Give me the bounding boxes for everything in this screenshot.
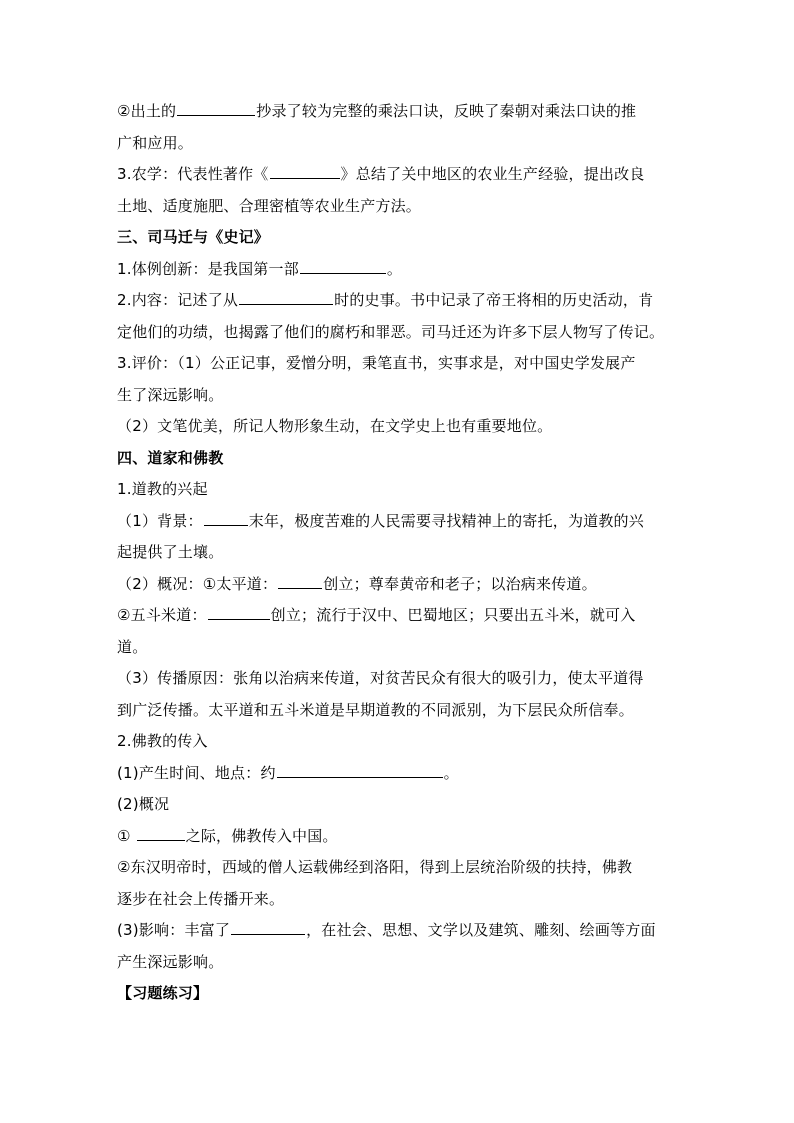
- fill-blank[interactable]: [137, 825, 185, 841]
- text-line: 到广泛传播。太平道和五斗米道是早期道教的不同派别，为下层民众所信奉。: [117, 700, 634, 719]
- text-line: （2）概况：①太平道： 创立；尊奉黄帝和老子；以治病来传道。: [117, 574, 597, 593]
- text-line: 1.体例创新：是我国第一部 。: [117, 259, 403, 278]
- text-line: 广和应用。: [117, 133, 194, 152]
- text-line: （2）文笔优美，所记人物形象生动，在文学史上也有重要地位。: [117, 417, 553, 435]
- text-line: 生了深远影响。: [117, 385, 224, 404]
- text-line: 3.评价：（1）公正记事，爱憎分明，秉笔直书，实事求是，对中国史学发展产: [117, 354, 636, 372]
- text-line: 道。: [117, 637, 148, 656]
- fill-blank[interactable]: [239, 289, 333, 305]
- section-heading: 三、司马迁与《史记》: [117, 228, 270, 246]
- text-line: 产生深远影响。: [117, 952, 224, 971]
- fill-blank[interactable]: [204, 510, 248, 526]
- text-line: 土地、适度施肥、合理密植等农业生产方法。: [117, 196, 422, 215]
- fill-blank[interactable]: [231, 919, 305, 935]
- text-line: ②东汉明帝时，西域的僧人运载佛经到洛阳，得到上层统治阶级的扶持，佛教: [117, 858, 633, 876]
- text-line: ②出土的 抄录了较为完整的乘法口诀，反映了秦朝对乘法口诀的推: [117, 102, 637, 120]
- text-line: 起提供了土壤。: [117, 543, 224, 561]
- text-line: 定他们的功绩，也揭露了他们的腐朽和罪恶。司马迁还为许多下层人物写了传记。: [117, 322, 665, 341]
- text-line: （3）传播原因：张角以治病来传道，对贫苦民众有很大的吸引力，使太平道得: [117, 669, 644, 687]
- section-heading: 四、道家和佛教: [117, 448, 224, 467]
- fill-blank[interactable]: [177, 100, 255, 116]
- document-body: [117, 96, 677, 1010]
- fill-blank[interactable]: [278, 573, 322, 589]
- text-line: 2.内容：记述了从 时的史事。书中记录了帝王将相的历史活动，肯: [117, 291, 654, 309]
- text-line: ① 之际，佛教传入中国。: [117, 826, 338, 845]
- text-line: 2.佛教的传入: [117, 732, 208, 750]
- text-line: 1.道教的兴起: [117, 480, 208, 498]
- text-line: 3.农学：代表性著作《 》总结了关中地区的农业生产经验，提出改良: [117, 165, 645, 183]
- text-line: 逐步在社会上传播开来。: [117, 889, 285, 908]
- text-line: (3)影响：丰富了 ，在社会、思想、文学以及建筑、雕刻、绘画等方面: [117, 921, 656, 939]
- fill-blank[interactable]: [270, 163, 340, 179]
- fill-blank[interactable]: [277, 762, 443, 778]
- text-line: (2)概况: [117, 795, 170, 813]
- text-line: (1)产生时间、地点：约 。: [117, 763, 459, 782]
- fill-blank[interactable]: [300, 258, 386, 274]
- text-line: （1）背景： 末年，极度苦难的人民需要寻找精神上的寄托，为道教的兴: [117, 511, 644, 530]
- fill-blank[interactable]: [208, 604, 270, 620]
- section-heading: 【习题练习】: [117, 984, 209, 1002]
- text-line: ②五斗米道： 创立；流行于汉中、巴蜀地区；只要出五斗米，就可入: [117, 606, 636, 624]
